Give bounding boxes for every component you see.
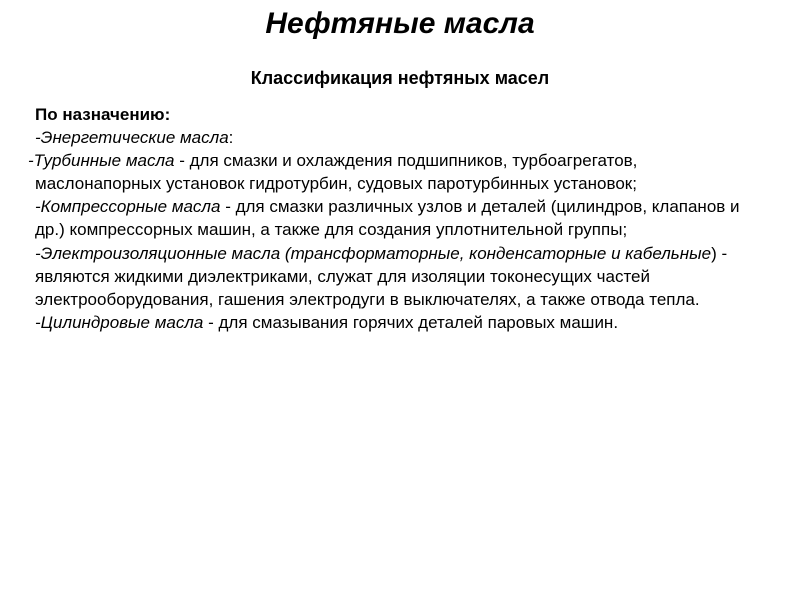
item-term: -Энергетические масла — [35, 128, 229, 148]
slide-title: Нефтяные масла — [265, 7, 535, 40]
list-item-turbine-oils — [28, 149, 764, 195]
item-description: - для смазки различных узлов и деталей (цилиндров, клапанов и др.) компрессорных машин, а также для создания уплотнительной группы; — [35, 197, 740, 240]
slide-subtitle: Классификация нефтяных масел — [250, 68, 550, 88]
item-description: - для смазки и охлаждения подшипников, турбоагрегатов, маслонапорных установок гидротурбин, судовых паротурбинных установок; — [35, 151, 638, 194]
item-term: -Цилиндровые масла — [35, 312, 204, 332]
list-item-insulating-oils — [35, 242, 764, 311]
slide-body — [28, 103, 764, 334]
section-heading: По назначению: — [35, 105, 171, 124]
item-term: -Компрессорные масла — [35, 197, 221, 217]
list-item-energy-oils — [35, 126, 764, 149]
item-term: -Турбинные масла — [28, 151, 175, 171]
item-term: -Электроизоляционные масла (трансформаторные, конденсаторные и кабельные — [35, 243, 712, 263]
item-description: ) - являются жидкими диэлектриками, служат для изоляции токонесущих частей электрооборудования, гашения электродуги в выключателях, а также отвода тепла. — [35, 243, 728, 309]
list-item-cylinder-oils — [35, 311, 764, 334]
list-item-compressor-oils — [35, 195, 764, 241]
item-description: : — [228, 128, 234, 148]
item-description: - для смазывания горячих деталей паровых машин. — [203, 312, 619, 332]
